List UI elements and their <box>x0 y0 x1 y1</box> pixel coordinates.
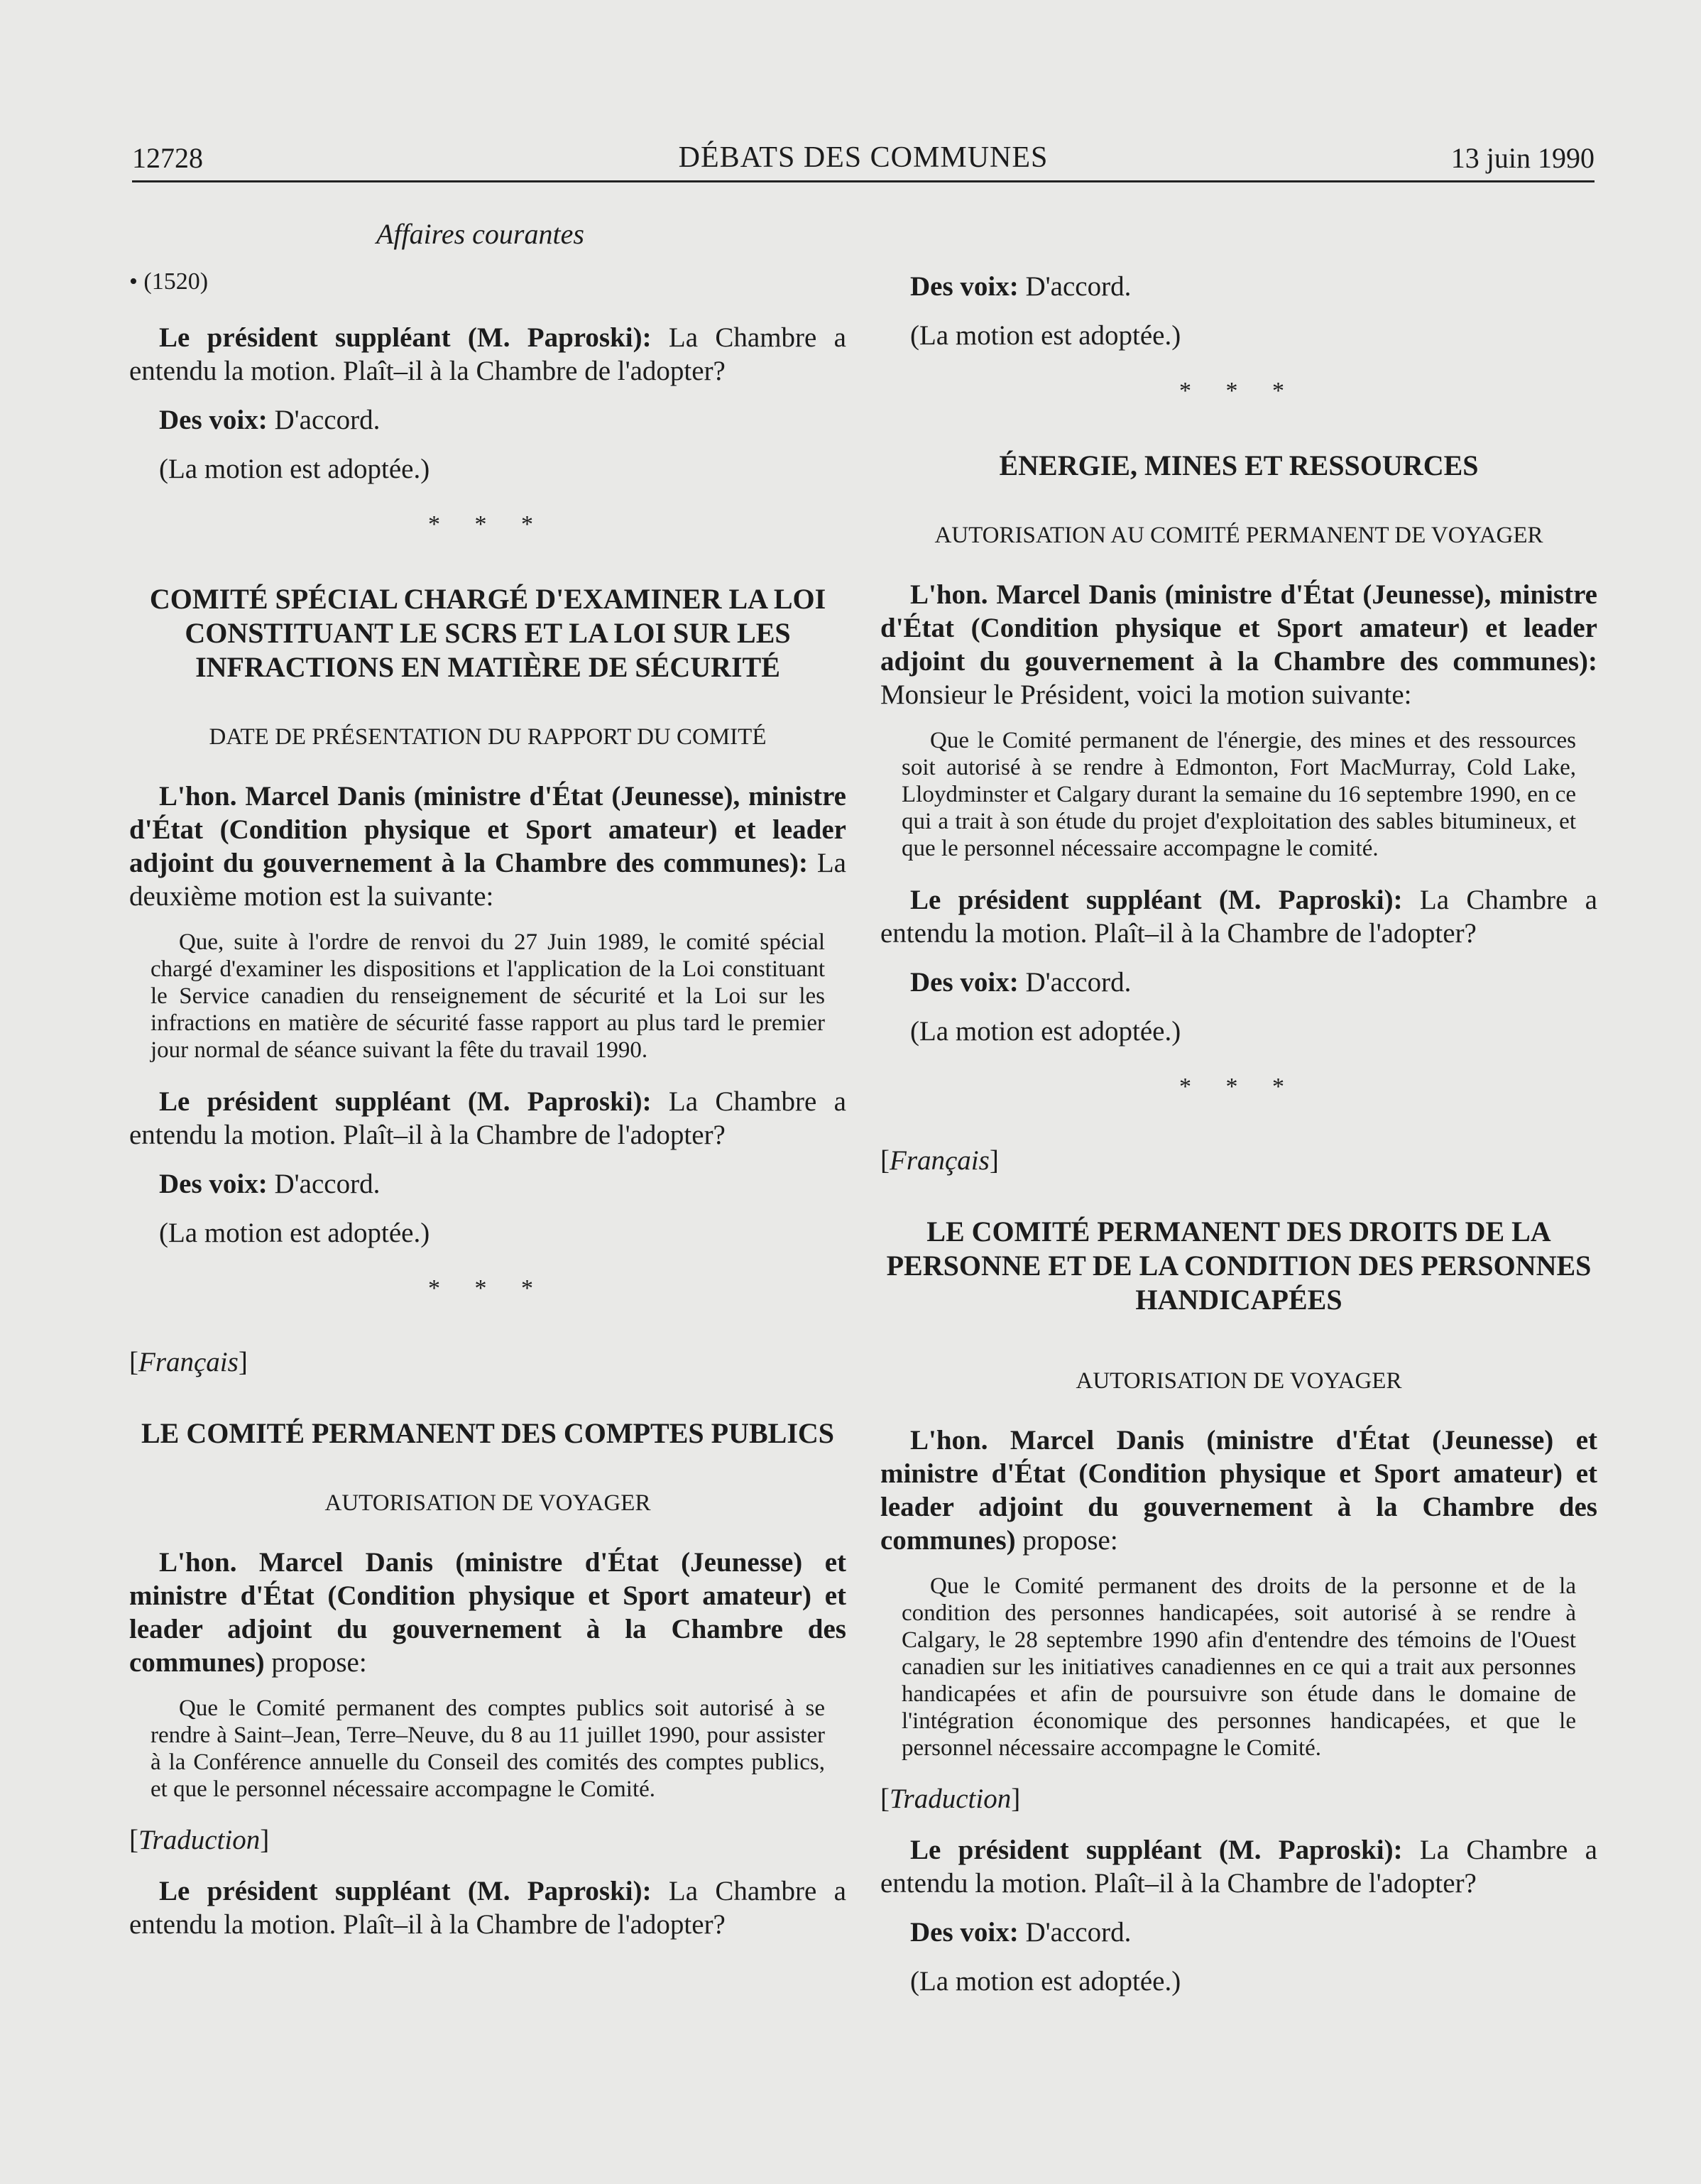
speaker: Des voix: <box>159 405 268 435</box>
speaker: L'hon. Marcel Danis (ministre d'État (Jeunesse), ministre d'État (Condition physique et Sport amateur) et leader adjoint du gouvernement à la Chambre des communes): <box>129 781 846 878</box>
left-column <box>129 264 846 1957</box>
motion-text: Que le Comité permanent des droits de la personne et de la condition des personnes handicapées, soit autorisé à se rendre à Calgary, le 28 septembre 1990 afin d'entendre des témoins de l'Ouest canadien sur les initiatives canadiennes en ce qui a trait aux personnes handicapées et afin de poursuivre son étude dans le domaine de l'intégration économique des personnes handicapées, et que le personnel nécessaire accompagne le Comité. <box>902 1573 1576 1761</box>
motion-text: Que le Comité permanent des comptes publics soit autorisé à se rendre à Saint–Jean, Terre–Neuve, du 8 au 11 juillet 1990, pour assister à la Conférence annuelle du Conseil des comités des comptes publics, et que le personnel nécessaire accompagne le Comité. <box>151 1696 825 1802</box>
language-marker: [Français] <box>129 1347 248 1377</box>
running-head: Affaires courantes <box>376 218 584 250</box>
speech-text: propose: <box>264 1647 367 1678</box>
time-stamp: (1520) <box>143 268 209 295</box>
language-label: Français <box>890 1145 990 1176</box>
speech <box>129 403 846 437</box>
speech-text: La Chambre a entendu la motion. Plaît–il à la Chambre de l'adopter? <box>880 885 1597 949</box>
header-date: 13 juin 1990 <box>1450 142 1595 174</box>
section-subheading: AUTORISATION DE VOYAGER <box>324 1490 651 1516</box>
speech <box>880 1424 1597 1557</box>
section-heading: LE COMITÉ PERMANENT DES COMPTES PUBLICS <box>141 1417 835 1449</box>
section-separator: * * * <box>1179 378 1298 404</box>
section-separator: * * * <box>428 511 547 537</box>
section-subheading: DATE DE PRÉSENTATION DU RAPPORT DU COMITÉ <box>209 724 767 750</box>
speaker: Le président suppléant (M. Paproski): <box>910 885 1403 915</box>
speaker: Des voix: <box>159 1169 268 1199</box>
speaker: L'hon. Marcel Danis (ministre d'État (Jeunesse), ministre d'État (Condition physique et Sport amateur) et leader adjoint du gouvernement à la Chambre des communes): <box>880 579 1597 677</box>
motion-result: (La motion est adoptée.) <box>159 454 430 484</box>
speech <box>129 321 846 388</box>
speaker: Le président suppléant (M. Paproski): <box>910 1835 1403 1865</box>
speech <box>880 883 1597 950</box>
speech-text: Monsieur le Président, voici la motion suivante: <box>880 679 1412 710</box>
speech-text: La Chambre a entendu la motion. Plaît–il à la Chambre de l'adopter? <box>129 1876 846 1940</box>
section-heading: LE COMITÉ PERMANENT DES DROITS DE LA PERSONNE ET DE LA CONDITION DES PERSONNES HANDICAPÉES <box>886 1216 1592 1316</box>
speech <box>129 1167 846 1201</box>
language-label: Traduction <box>890 1784 1012 1814</box>
section-heading: ÉNERGIE, MINES ET RESSOURCES <box>999 449 1479 481</box>
motion-result: (La motion est adoptée.) <box>910 1016 1181 1047</box>
section-subheading: AUTORISATION DE VOYAGER <box>1076 1368 1402 1394</box>
language-marker: [Traduction] <box>880 1784 1021 1814</box>
section-heading: COMITÉ SPÉCIAL CHARGÉ D'EXAMINER LA LOI CONSTITUANT LE SCRS ET LA LOI SUR LES INFRACTIONS EN MATIÈRE DE SÉCURITÉ <box>149 583 826 683</box>
speech-text: La deuxième motion est la suivante: <box>129 848 846 912</box>
speech <box>129 1874 846 1941</box>
time-marker: • (1520) <box>129 268 209 295</box>
speaker: L'hon. Marcel Danis (ministre d'État (Jeunesse) et ministre d'État (Condition physique et Sport amateur) et leader adjoint du gouvernement à la Chambre des communes) <box>129 1547 846 1678</box>
motion-text: Que le Comité permanent de l'énergie, des mines et des ressources soit autorisé à se rendre à Edmonton, Fort MacMurray, Cold Lake, Lloydminster et Calgary durant la semaine du 16 septembre 1990, en ce qui a trait à son étude du projet d'exploitation des sables bitumineux, et que le personnel nécessaire accompagne le comité. <box>902 728 1576 861</box>
language-marker: [Français] <box>880 1145 999 1176</box>
page-header <box>132 139 1595 182</box>
language-label: Français <box>138 1347 239 1377</box>
section-separator: * * * <box>1179 1074 1298 1100</box>
speaker: Des voix: <box>910 271 1019 302</box>
speech <box>880 270 1597 303</box>
speaker: Le président suppléant (M. Paproski): <box>159 1086 652 1117</box>
section-separator: * * * <box>428 1275 547 1301</box>
speech-text: D'accord. <box>1018 271 1132 302</box>
speech <box>129 780 846 913</box>
right-column <box>880 270 1597 2014</box>
publication-title: DÉBATS DES COMMUNES <box>678 141 1049 174</box>
speech <box>129 1085 846 1152</box>
speaker: Des voix: <box>910 967 1019 998</box>
section-subheading: AUTORISATION AU COMITÉ PERMANENT DE VOYAGER <box>934 523 1543 548</box>
speaker: Des voix: <box>910 1917 1019 1948</box>
speaker: L'hon. Marcel Danis (ministre d'État (Jeunesse) et ministre d'État (Condition physique et Sport amateur) et leader adjoint du gouvernement à la Chambre des communes) <box>880 1425 1597 1556</box>
speech <box>880 1916 1597 1949</box>
language-marker: [Traduction] <box>129 1825 270 1855</box>
speech-text: D'accord. <box>267 405 381 435</box>
speech-text: La Chambre a entendu la motion. Plaît–il à la Chambre de l'adopter? <box>129 322 846 386</box>
speech-text: La Chambre a entendu la motion. Plaît–il à la Chambre de l'adopter? <box>129 1086 846 1150</box>
speaker: Le président suppléant (M. Paproski): <box>159 322 652 353</box>
page-number: 12728 <box>132 142 203 174</box>
language-label: Traduction <box>138 1825 261 1855</box>
speaker: Le président suppléant (M. Paproski): <box>159 1876 652 1906</box>
speech <box>129 1546 846 1679</box>
speech <box>880 578 1597 711</box>
motion-result: (La motion est adoptée.) <box>910 1966 1181 1997</box>
motion-result: (La motion est adoptée.) <box>910 320 1181 351</box>
speech-text: D'accord. <box>1018 967 1132 998</box>
motion-result: (La motion est adoptée.) <box>159 1218 430 1248</box>
speech <box>880 1833 1597 1900</box>
speech-text: D'accord. <box>267 1169 381 1199</box>
speech-text: La Chambre a entendu la motion. Plaît–il à la Chambre de l'adopter? <box>880 1835 1597 1899</box>
motion-text: Que, suite à l'ordre de renvoi du 27 Juin 1989, le comité spécial chargé d'examiner les dispositions et l'application de la Loi constituant le Service canadien du renseignement de sécurité et la Loi sur les infractions en matière de sécurité fasse rapport au plus tard le premier jour normal de séance suivant la fête du travail 1990. <box>151 929 825 1063</box>
speech-text: propose: <box>1015 1525 1118 1556</box>
speech-text: D'accord. <box>1018 1917 1132 1948</box>
speech <box>880 966 1597 999</box>
